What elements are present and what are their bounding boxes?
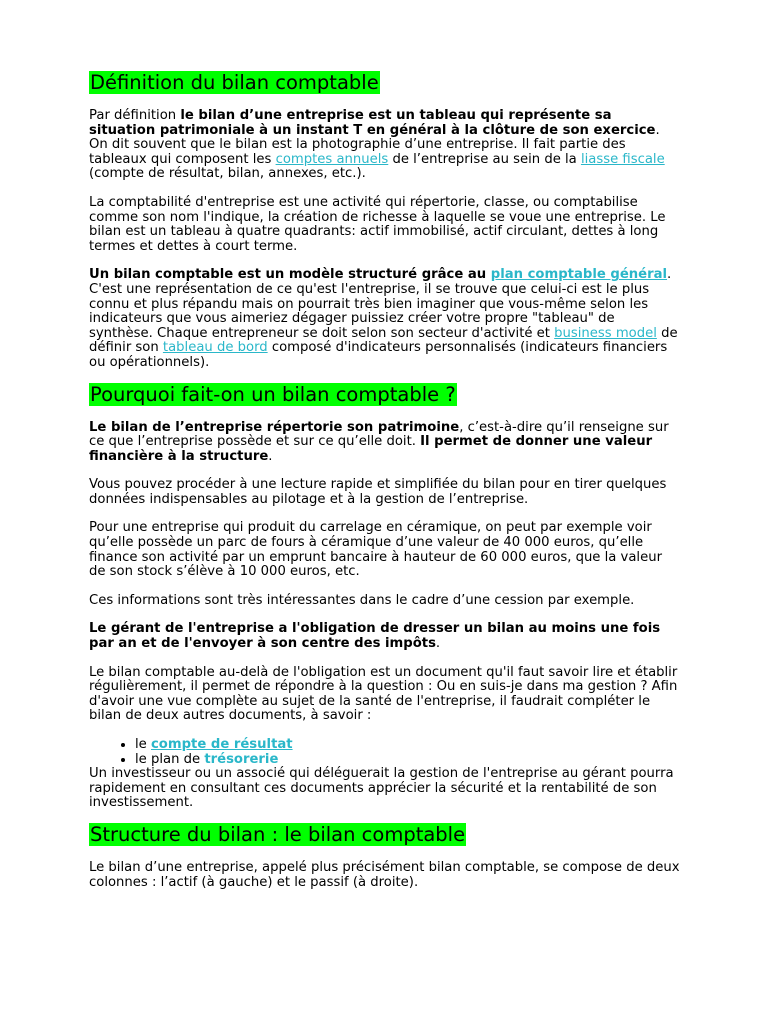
paragraph-exemple-carrelage: Pour une entreprise qui produit du carrelage en céramique, on peut par exemple voir qu’elle possède un parc de fours à céramique d’une valeur de 40 000 euros, qu’elle finance son activité par un emprunt bancaire à hauteur de 60 000 euros, que la valeur de son stock s’élève à 10 000 euros, etc. bbox=[89, 520, 662, 580]
paragraph-patrimoine: Le bilan de l’entreprise répertorie son patrimoine, c’est-à-dire qu’il renseigne sur ce que l’entreprise possède et sur ce qu’elle doit. Il permet de donner une valeur financière à la structure. bbox=[89, 419, 669, 464]
link-comptes-annuels[interactable]: comptes annuels bbox=[275, 151, 389, 167]
list-item: • le plan de trésorerie bbox=[135, 753, 681, 768]
documents-list bbox=[89, 738, 681, 767]
paragraph-colonnes: Le bilan d’une entreprise, appelé plus précisément bilan comptable, se compose de deux colonnes : l’actif (à gauche) et le passif (à droite). bbox=[89, 859, 680, 890]
paragraph-investisseur: Un investisseur ou un associé qui déléguerait la gestion de l'entreprise au gérant pourra rapidement en consultant ces documents apprécier la sécurité et la rentabilité de son investissement. bbox=[89, 766, 674, 811]
link-tresorerie[interactable]: trésorerie bbox=[204, 751, 279, 767]
list-item: • le compte de résultat bbox=[135, 738, 681, 753]
link-tableau-de-bord[interactable]: tableau de bord bbox=[162, 340, 268, 356]
paragraph-document: Le bilan comptable au-delà de l'obligation est un document qu'il faut savoir lire et établir régulièrement, il permet de répondre à la question : Ou en suis-je dans ma gestion ? Afin d'avoir une vue complète au sujet de la santé de l'entreprise, il faudrait compléter le bilan de deux autres documents, à savoir : bbox=[89, 664, 678, 724]
link-liasse-fiscale[interactable]: liasse fiscale bbox=[580, 151, 665, 167]
heading-structure: Structure du bilan : le bilan comptable bbox=[90, 822, 466, 846]
heading-pourquoi: Pourquoi fait-on un bilan comptable ? bbox=[90, 382, 456, 406]
link-plan-comptable[interactable]: plan comptable général bbox=[490, 267, 668, 283]
paragraph-modele-structure: Un bilan comptable est un modèle structuré grâce au plan comptable général. C'est une représentation de ce qu'est l'entreprise, il se trouve que celui-ci est le plus connu et plus répandu mais on pourrait très bien imaginer que vous-même selon les indicateurs que vous aimeriez dégager puissiez créer votre propre "tableau" de synthèse. Chaque entrepreneur se doit selon son secteur d'activité et business model de définir son tableau de bord composé d'indicateurs personnalisés (indicateurs financiers ou opérationnels). bbox=[89, 267, 678, 370]
link-compte-de-resultat[interactable]: compte de résultat bbox=[150, 737, 293, 752]
paragraph-cession: Ces informations sont très intéressantes dans le cadre d’une cession par exemple. bbox=[89, 592, 635, 608]
paragraph-lecture-rapide: Vous pouvez procéder à une lecture rapide et simplifiée du bilan pour en tirer quelques données indispensables au pilotage et à la gestion de l’entreprise. bbox=[89, 477, 667, 507]
paragraph-definition: Par définition le bilan d’une entreprise est un tableau qui représente sa situation patrimoniale à un instant T en général à la clôture de son exercice. On dit souvent que le bilan est la photographie d’une entreprise. Il fait partie des tableaux qui composent les comptes annuels de l’entreprise au sein de la liasse fiscale (compte de résultat, bilan, annexes, etc.). bbox=[89, 108, 665, 182]
link-business-model[interactable]: business model bbox=[554, 325, 657, 341]
article-body bbox=[89, 66, 681, 890]
paragraph-obligation: Le gérant de l'entreprise a l'obligation de dresser un bilan au moins une fois par an et de l'envoyer à son centre des impôts. bbox=[89, 621, 661, 652]
heading-definition: Définition du bilan comptable bbox=[90, 71, 379, 94]
paragraph-comptabilite: La comptabilité d'entreprise est une activité qui répertorie, classe, ou comptabilise comme son nom l'indique, la création de richesse à laquelle se voue une entreprise. Le bilan est un tableau à quatre quadrants: actif immobilisé, actif circulant, dettes à long termes et dettes à court terme. bbox=[89, 194, 666, 254]
